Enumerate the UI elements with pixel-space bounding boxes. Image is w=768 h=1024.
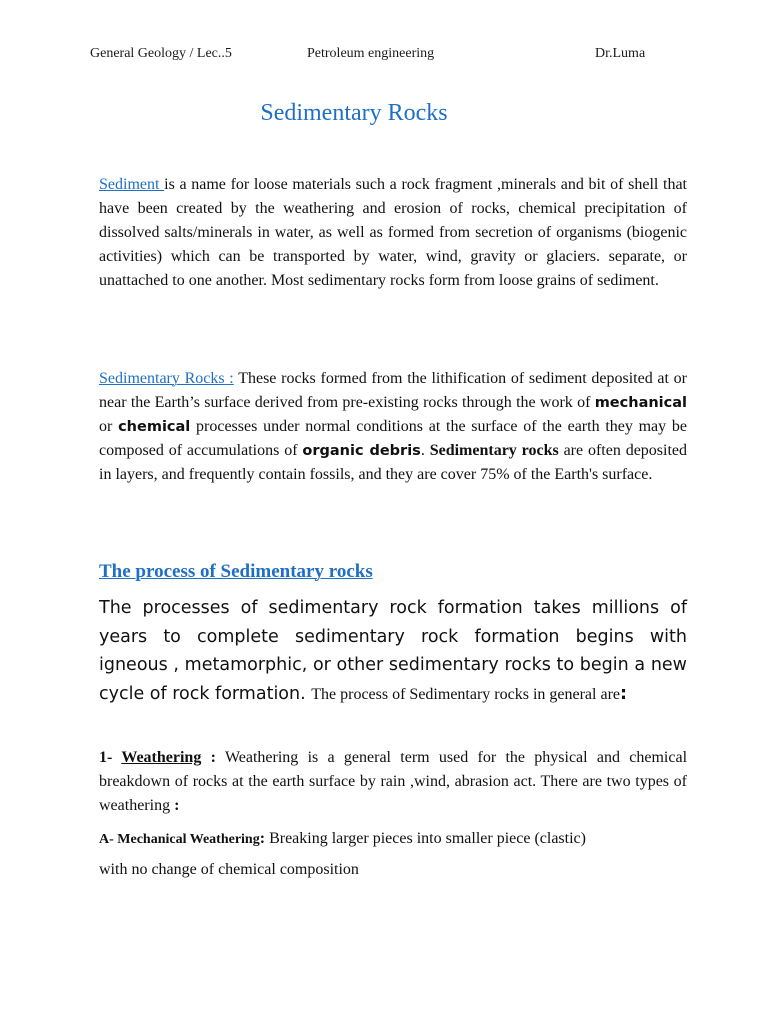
bold-sedimentary-rocks: Sedimentary rocks: [429, 442, 559, 459]
weathering-term: Weathering: [121, 749, 202, 766]
bold-mechanical: mechanical: [594, 395, 687, 411]
weathering-colon: :: [201, 749, 216, 766]
sedimentary-rocks-term: Sedimentary Rocks: [99, 370, 225, 387]
process-text: The processes of sedimentary rock formation takes millions of years to complete sedimentary rock formation begins with igneous , metamorphic, or other sedimentary rocks to begin a new cycle of rock formation.: [99, 598, 687, 704]
mechanical-weathering-colon: :: [259, 830, 266, 847]
rocks-text-3: processes under normal conditions at the surface of the earth they may be composed of accumulations of: [99, 418, 687, 459]
process-tail: The process of Sedimentary rocks in general are: [311, 685, 620, 703]
sediment-text: is a name for loose materials such a rock fragment ,minerals and bit of shell that have been created by the weathering and erosion of rocks, chemical precipitation of dissolved salts/minerals in water, as well as formed from secretion of organisms (biogenic activities) which can be transported by water, wind, gravity or glaciers. separate, or unattached to one another. Most sedimentary rocks form from loose grains of sediment.: [99, 176, 688, 289]
process-heading: The process of Sedimentary rocks: [99, 561, 373, 582]
mechanical-weathering-label: A- Mechanical Weathering: [99, 832, 260, 847]
rocks-text-4: .: [420, 442, 430, 459]
term-separator: :: [224, 370, 234, 387]
sedimentary-rocks-paragraph: [99, 367, 687, 487]
header-course: General Geology / Lec..5: [90, 46, 232, 61]
header-author: Dr.Luma: [595, 46, 646, 61]
mechanical-weathering-text: Breaking larger pieces into smaller piece (clastic): [265, 830, 586, 847]
process-colon: :: [620, 683, 627, 704]
weathering-number: 1-: [99, 749, 122, 766]
process-paragraph: [99, 594, 687, 709]
mechanical-weathering-line: [99, 827, 586, 852]
bold-chemical: chemical: [118, 419, 191, 435]
rocks-text-5: are often deposited in layers, and frequently contain fossils, and they are cover 75% of the Earth's surface.: [99, 442, 688, 483]
page-title: Sedimentary Rocks: [260, 100, 448, 126]
weathering-text: Weathering is a general term used for the physical and chemical breakdown of rocks at the earth surface by rain ,wind, abrasion act. There are two types of weathering: [99, 749, 688, 814]
sediment-paragraph: [99, 173, 687, 293]
weathering-end-colon: :: [174, 797, 180, 814]
rocks-text-2: or: [99, 418, 119, 435]
sediment-term: Sediment: [99, 176, 165, 193]
mechanical-weathering-line-2: with no change of chemical composition: [99, 861, 359, 878]
bold-organic-debris: organic debris: [302, 443, 421, 459]
header-department: Petroleum engineering: [307, 46, 435, 61]
rocks-text-1: These rocks formed from the lithification of sediment deposited at or near the Earth’s surface derived from pre-existing rocks through the work of: [99, 370, 688, 411]
weathering-paragraph: [99, 746, 687, 818]
